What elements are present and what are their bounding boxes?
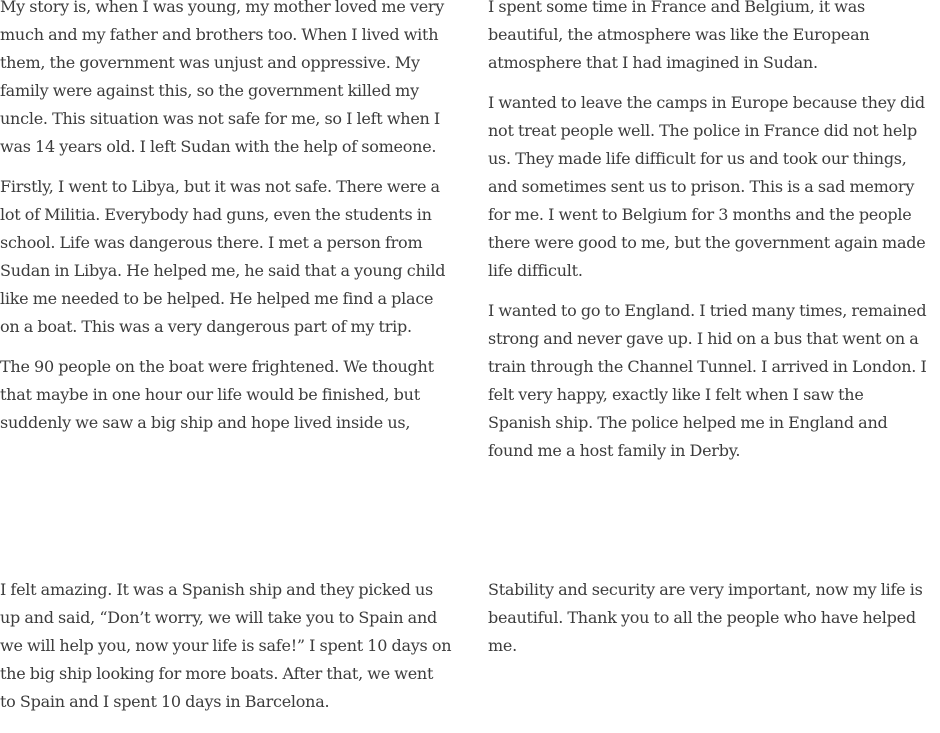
paragraph-boat: The 90 people on the boat were frightened. We thought that maybe in one hour our life would be finished, but suddenly we saw a big ship and hope lived inside us, <box>0 357 434 432</box>
paragraph-childhood: My story is, when I was young, my mother loved me very much and my father and brothers too. When I lived with them, the government was unjust and oppressive. My family were against this, so the government killed my uncle. This situation was not safe for me, so I left when I was 14 years old. I left Sudan with the help of someone. <box>0 0 445 156</box>
paragraph-stability: Stability and security are very important, now my life is beautiful. Thank you to all the people who have helped me. <box>488 580 923 655</box>
left-column-top-text <box>0 0 452 437</box>
paragraph-libya: Firstly, I went to Libya, but it was not safe. There were a lot of Militia. Everybody had guns, even the students in school. Life was dangerous there. I met a person from Sudan in Libya. He helped me, he said that a young child like me needed to be helped. He helped me find a place on a boat. This was a very dangerous part of my trip. <box>0 177 446 336</box>
paragraph-spanish-ship: I felt amazing. It was a Spanish ship and they picked us up and said, “Don’t worry, we will take you to Spain and we will help you, now your life is safe!” I spent 10 days on the big ship looking for more boats. After that, we went to Spain and I spent 10 days in Barcelona. <box>0 580 452 711</box>
left-column-bottom-text <box>0 576 452 716</box>
paragraph-england: I wanted to go to England. I tried many times, remained strong and never gave up. I hid on a bus that went on a train through the Channel Tunnel. I arrived in London. I felt very happy, exactly like I felt when I saw the Spanish ship. The police helped me in England and found me a host family in Derby. <box>488 301 927 460</box>
right-column-bottom-text <box>488 576 928 660</box>
right-column-top-text <box>488 0 928 465</box>
paragraph-camps: I wanted to leave the camps in Europe because they did not treat people well. The police in France did not help us. They made life difficult for us and took our things, and sometimes sent us to prison. This is a sad memory for me. I went to Belgium for 3 months and the people there were good to me, but the government again made life difficult. <box>488 93 926 280</box>
paragraph-france-belgium: I spent some time in France and Belgium, it was beautiful, the atmosphere was like the European atmosphere that I had imagined in Sudan. <box>488 0 870 72</box>
